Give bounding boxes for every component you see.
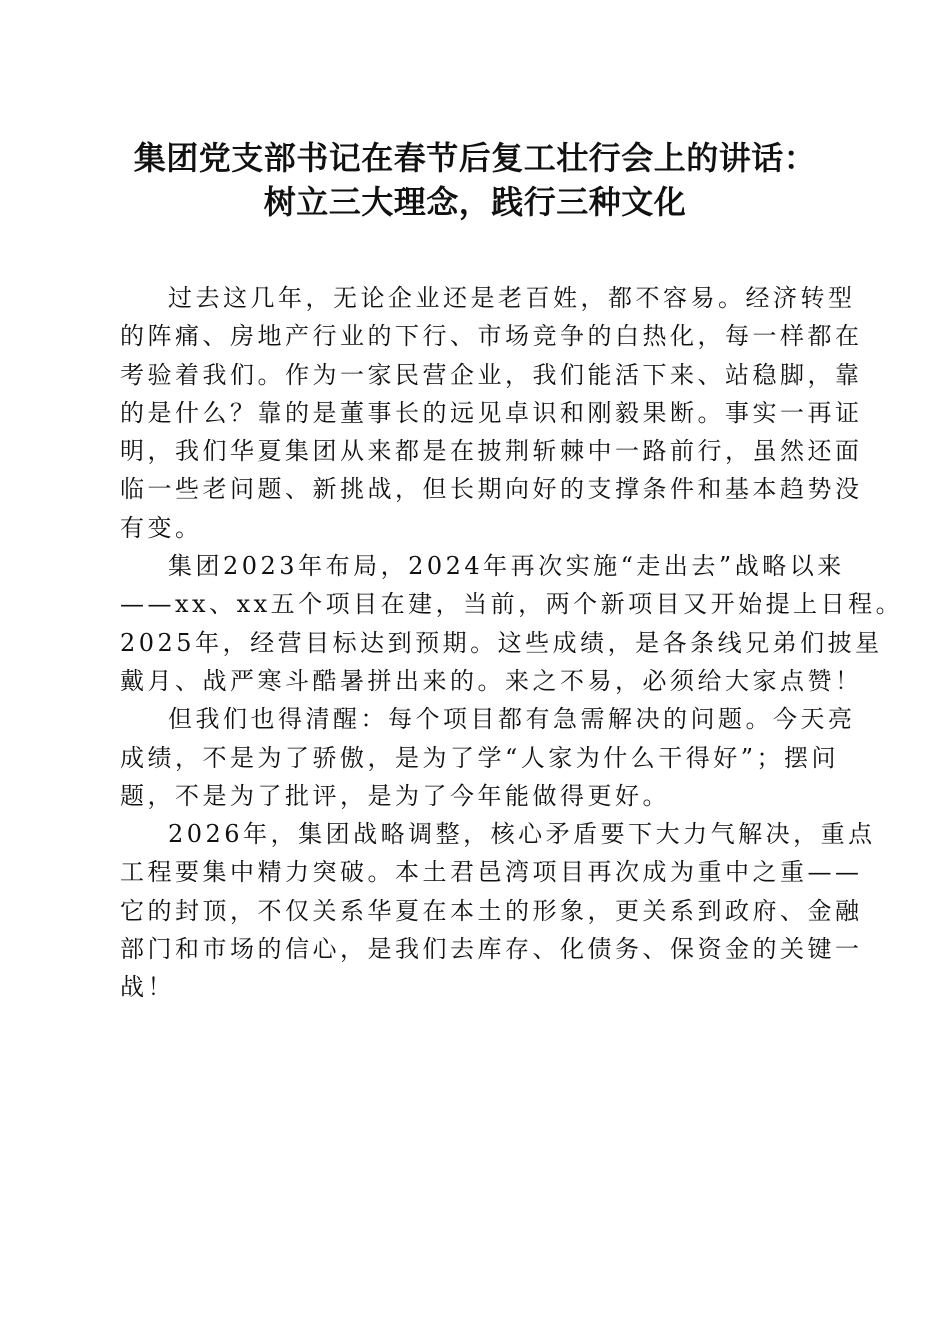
text-line: ——xx、xx五个项目在建，当前，两个新项目又开始提上日程。	[120, 590, 904, 619]
text-line: 过去这几年，无论企业还是老百姓，都不容易。经济转型	[168, 284, 856, 312]
text-line: 的阵痛、房地产行业的下行、市场竞争的白热化，每一样都在	[120, 322, 863, 351]
title-line-2: 树立三大理念，践行三种文化	[263, 183, 687, 221]
title-line-1: 集团党支部书记在春节后复工壮行会上的讲话：	[133, 139, 817, 177]
text-line: 题，不是为了批评，是为了今年能做得更好。	[120, 781, 670, 810]
document-title	[70, 136, 880, 224]
text-line: 戴月、战严寒斗酷暑拼出来的。来之不易，必须给大家点赞！	[120, 666, 863, 695]
text-line: 成绩，不是为了骄傲，是为了学“人家为什么干得好”；摆问	[120, 743, 840, 772]
text-line: 2025年，经营目标达到预期。这些成绩，是各条线兄弟们披星	[120, 628, 883, 657]
document-body	[120, 279, 904, 1007]
paragraph-3	[120, 700, 856, 815]
text-line: 但我们也得清醒：每个项目都有急需解决的问题。今天亮	[168, 705, 856, 734]
paragraph-2	[120, 547, 904, 700]
text-line: 考验着我们。作为一家民营企业，我们能活下来、站稳脚，靠	[120, 360, 863, 389]
text-line: 的是什么？靠的是董事长的远见卓识和刚毅果断。事实一再证	[120, 398, 863, 427]
text-line: 集团2023年布局，2024年再次实施“走出去”战略以来	[168, 552, 845, 581]
text-line: 部门和市场的信心，是我们去库存、化债务、保资金的关键一	[120, 935, 863, 964]
text-line: 明，我们华夏集团从来都是在披荆斩棘中一路前行，虽然还面	[120, 437, 863, 466]
text-line: 2026年，集团战略调整，核心矛盾要下大力气解决，重点	[168, 820, 876, 849]
text-line: 工程要集中精力突破。本土君邑湾项目再次成为重中之重——	[120, 858, 863, 887]
paragraph-4	[120, 815, 876, 1006]
text-line: 有变。	[120, 513, 203, 542]
text-line: 它的封顶，不仅关系华夏在本土的形象，更关系到政府、金融	[120, 896, 863, 925]
text-line: 战！	[120, 973, 175, 1002]
text-line: 临一些老问题、新挑战，但长期向好的支撑条件和基本趋势没	[120, 475, 863, 504]
paragraph-1	[120, 279, 863, 547]
